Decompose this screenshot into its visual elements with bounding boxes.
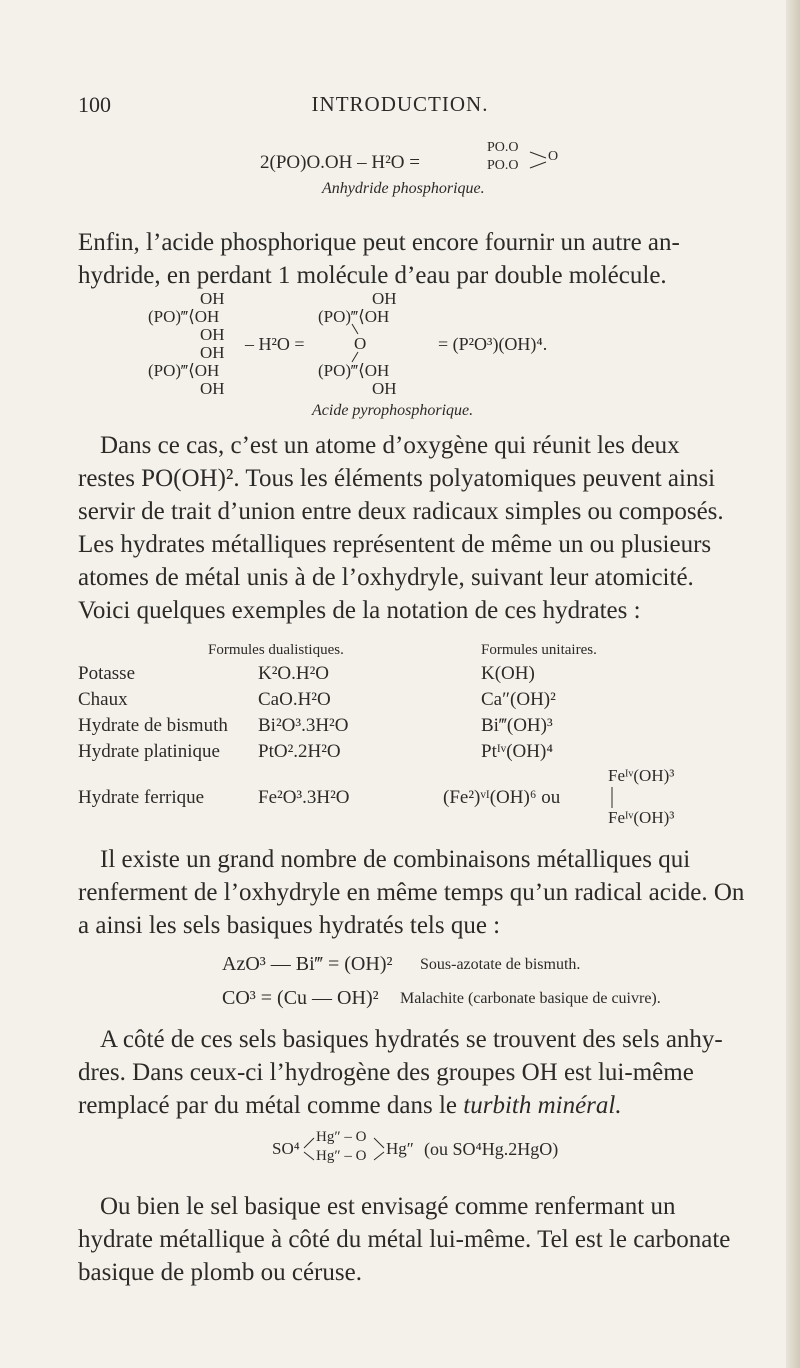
pyro-left-po1: (PO)‴⟨OH — [148, 307, 220, 326]
pyro-left-oh1: OH — [200, 289, 225, 308]
salt-name: Malachite (carbonate basique de cuivre). — [400, 990, 661, 1007]
paragraph-line: atomes de métal unis à de l’oxhydryle, suivant leur atomicité. — [78, 564, 694, 591]
paragraph-line: servir de trait d’union entre deux radicaux simples ou composés. — [78, 498, 724, 525]
table-cell-unit: K(OH) — [481, 663, 535, 684]
table-cell-unit-top: Feᴵᵛ(OH)³ — [608, 766, 675, 785]
paragraph-5 — [78, 1190, 790, 1289]
running-head: INTRODUCTION. — [311, 92, 489, 116]
table-cell-name: Hydrate platinique — [78, 741, 220, 762]
eq1-caption: Anhydride phosphorique. — [322, 180, 485, 197]
paragraph-line: restes PO(OH)². Tous les éléments polyatomiques peuvent ainsi — [78, 465, 716, 492]
table-cell-unit: Ptᴵᵛ(OH)⁴ — [481, 741, 553, 762]
table-cell-name: Potasse — [78, 663, 135, 684]
paragraph-line: Enfin, l’acide phosphorique peut encore fournir un autre an- — [78, 229, 680, 256]
eq1-right-bottom: PO.O — [487, 158, 519, 173]
pyro-result: = (P²O³)(OH)⁴. — [438, 334, 548, 354]
table-header-dualistic: Formules dualistiques. — [208, 642, 344, 658]
paragraph-line: A côté de ces sels basiques hydratés se trouvent des sels anhy- — [100, 1026, 723, 1053]
turbith-so4: SO⁴ — [272, 1139, 300, 1158]
page-number: 100 — [78, 92, 111, 117]
table-cell-name: Hydrate ferrique — [78, 787, 205, 808]
pyro-left-oh4: OH — [200, 343, 225, 362]
paragraph-line: Voici quelques exemples de la notation de ces hydrates : — [78, 597, 641, 624]
table-cell-dual: Fe²O³.3H²O — [258, 787, 350, 808]
pyro-mid-po1: (PO)‴⟨OH — [318, 307, 390, 326]
pyro-left-oh3: OH — [200, 325, 225, 344]
eq1-right-top: PO.O — [487, 140, 519, 155]
eq1-right-oxygen: O — [548, 149, 559, 164]
table-header-unitary: Formules unitaires. — [481, 642, 597, 658]
paragraph-line-text: remplacé par du métal comme dans le turbith minéral. — [78, 1092, 622, 1119]
table-cell-unit: Ca″(OH)² — [481, 689, 556, 710]
italic-term: turbith minéral. — [463, 1092, 622, 1119]
pyro-mid-po2: (PO)‴⟨OH — [318, 361, 390, 380]
paragraph-line: a ainsi les sels basiques hydratés tels que : — [78, 912, 501, 939]
paragraph-line: hydrate métallique à côté du métal lui-même. Tel est le carbonate — [78, 1226, 731, 1253]
eq1-left: 2(PO)O.OH – H²O = — [260, 152, 420, 173]
paragraph-line: Il existe un grand nombre de combinaisons métalliques qui — [100, 846, 691, 873]
turbith-alt: (ou SO⁴Hg.2HgO) — [424, 1139, 559, 1159]
pyro-minus-water: – H²O = — [245, 334, 305, 354]
table-cell-dual: PtO².2H²O — [258, 741, 341, 762]
salt-formula: CO³ = (Cu — OH)² — [222, 987, 379, 1009]
pyro-left-po2: (PO)‴⟨OH — [148, 361, 220, 380]
pyro-caption: Acide pyrophosphorique. — [312, 402, 474, 419]
paragraph-line: dres. Dans ceux-ci l’hydrogène des groupes OH est lui-même — [78, 1059, 694, 1086]
table-cell-dual: K²O.H²O — [258, 663, 330, 684]
paragraph-line: renferment de l’oxhydryle en même temps qu’un radical acide. On — [78, 879, 745, 906]
paragraph-line: Les hydrates métalliques représentent de même un ou plusieurs — [78, 531, 712, 558]
table-cell-name: Hydrate de bismuth — [78, 715, 228, 736]
table-cell-unit: (Fe²)ᵛᴵ(OH)⁶ ou — [443, 787, 561, 808]
salt-formula: AzO³ — Bi‴ = (OH)² — [222, 953, 393, 975]
pyro-mid-oh4: OH — [372, 379, 397, 398]
table-cell-dual: Bi²O³.3H²O — [258, 715, 349, 736]
pyro-left-oh6: OH — [200, 379, 225, 398]
table-cell-dual: CaO.H²O — [258, 689, 331, 710]
turbith-top: Hg″ – O — [316, 1129, 367, 1145]
pyro-mid-oxygen: O — [354, 334, 367, 353]
salt-name: Sous-azotate de bismuth. — [420, 956, 581, 973]
paragraph-line: basique de plomb ou céruse. — [78, 1259, 362, 1286]
table-cell-unit-bottom: Feᴵᵛ(OH)³ — [608, 808, 675, 827]
table-cell-name: Chaux — [78, 689, 128, 710]
paragraph-line: Ou bien le sel basique est envisagé comme renfermant un — [100, 1193, 676, 1220]
turbith-bottom: Hg″ – O — [316, 1148, 367, 1164]
table-cell-unit: Bi‴(OH)³ — [481, 715, 553, 736]
paragraph-line: hydride, en perdant 1 molécule d’eau par double molécule. — [78, 262, 667, 289]
paragraph-line: Dans ce cas, c’est un atome d’oxygène qui réunit les deux — [100, 432, 680, 459]
pyro-mid-oh1: OH — [372, 289, 397, 308]
turbith-hg: Hg″ — [386, 1139, 414, 1158]
